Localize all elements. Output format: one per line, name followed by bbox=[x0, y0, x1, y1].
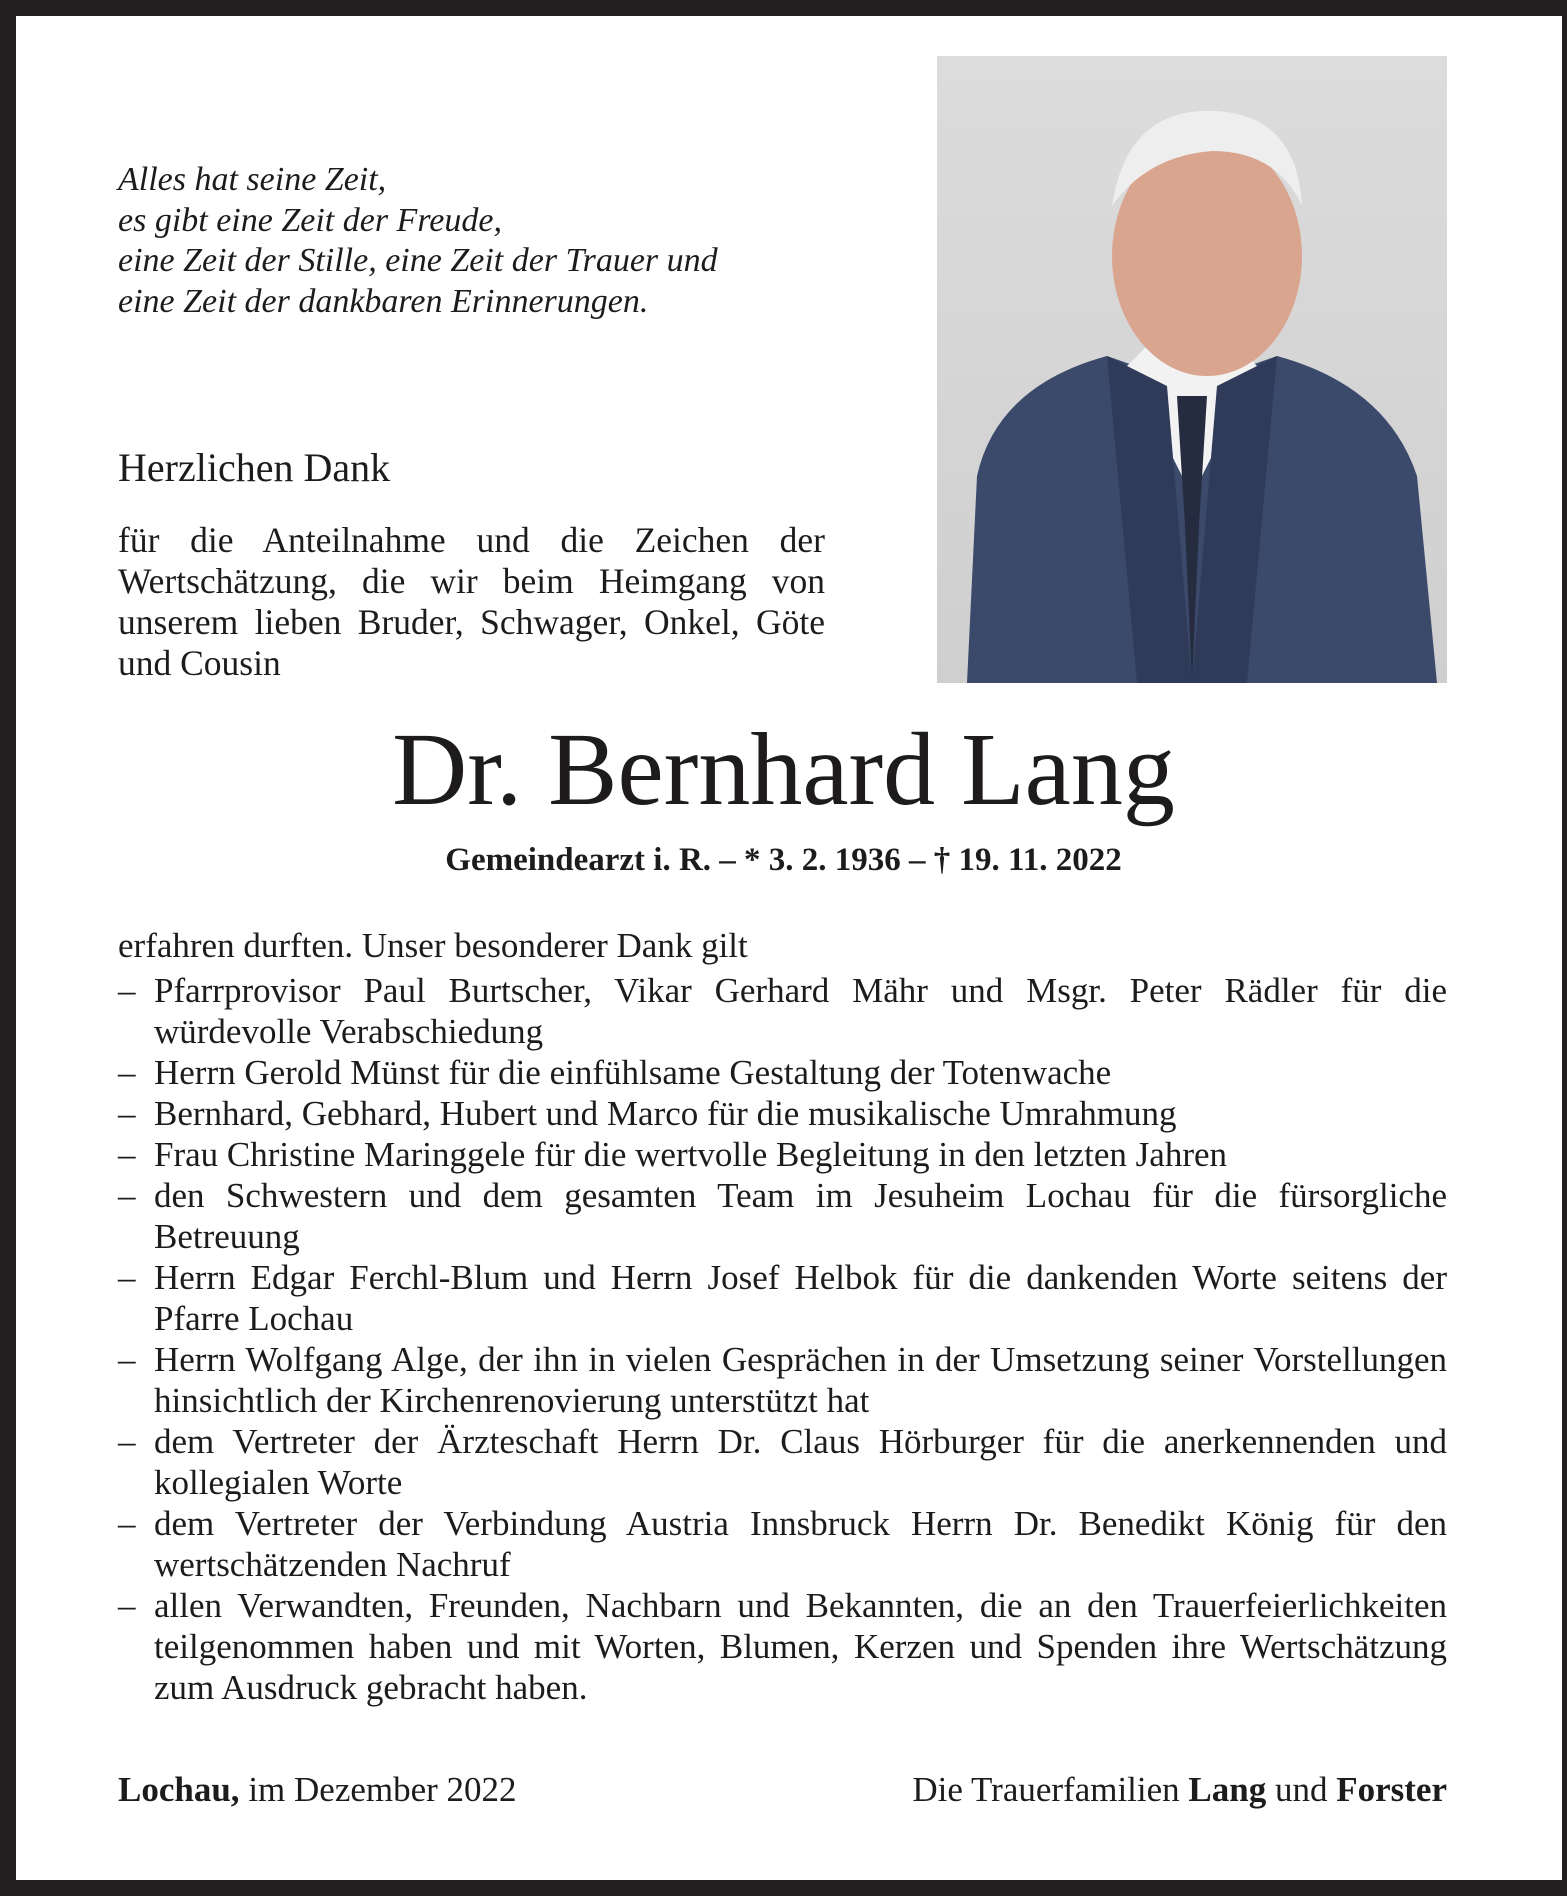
dash: – bbox=[118, 1135, 136, 1174]
dash: – bbox=[118, 1422, 136, 1461]
list-item bbox=[118, 1503, 1447, 1585]
dash: – bbox=[118, 1053, 136, 1092]
list-item-text: Herrn Gerold Münst für die einfühlsame Gestaltung der Totenwache bbox=[154, 1053, 1112, 1092]
body-intro: erfahren durften. Unser besonderer Dank gilt bbox=[118, 926, 748, 965]
list-item-text: Frau Christine Maringgele für die wertvolle Begleitung in den letzten Jahren bbox=[154, 1135, 1228, 1174]
portrait-photo bbox=[937, 56, 1447, 683]
quote-line: eine Zeit der dankbaren Erinnerungen. bbox=[118, 282, 649, 320]
quote-line: eine Zeit der Stille, eine Zeit der Trauer und bbox=[118, 242, 718, 279]
list-item bbox=[118, 1134, 1447, 1175]
list-item-text: Bernhard, Gebhard, Hubert und Marco für die musikalische Umrahmung bbox=[154, 1094, 1177, 1133]
list-item-text: Herrn Edgar Ferchl-Blum und Herrn Josef Helbok für die dankenden Worte seitens der Pfarre Lochau bbox=[154, 1258, 1447, 1338]
quote-line: es gibt eine Zeit der Freude, bbox=[118, 201, 502, 239]
place: Lochau, bbox=[118, 1770, 240, 1809]
thanks-body bbox=[118, 925, 1447, 1708]
quote-line: Alles hat seine Zeit, bbox=[118, 161, 387, 198]
list-item-text: den Schwestern und dem gesamten Team im Jesuheim Lochau für die fürsorgliche Betreuung bbox=[154, 1176, 1447, 1256]
family-name: Lang bbox=[1188, 1770, 1267, 1809]
dash: – bbox=[118, 1258, 136, 1297]
list-item bbox=[118, 1175, 1447, 1257]
thanks-list bbox=[118, 970, 1447, 1708]
list-item bbox=[118, 970, 1447, 1052]
and-text: und bbox=[1266, 1770, 1337, 1809]
dash: – bbox=[118, 1176, 136, 1215]
dash: – bbox=[118, 1094, 136, 1133]
date: im Dezember 2022 bbox=[239, 1770, 517, 1809]
list-item bbox=[118, 1585, 1447, 1708]
dash: – bbox=[118, 1586, 136, 1625]
deceased-details: Gemeindearzt i. R. – * 3. 2. 1936 – † 19. 11. 2022 bbox=[445, 842, 1122, 878]
list-item-text: Herrn Wolfgang Alge, der ihn in vielen Gesprächen in der Umsetzung seiner Vorstellungen hinsichtlich der Kirchenrenovierung unterstützt hat bbox=[154, 1340, 1447, 1420]
thanks-heading: Herzlichen Dank bbox=[118, 445, 391, 490]
place-date bbox=[118, 1770, 517, 1810]
quote bbox=[118, 160, 718, 322]
list-item bbox=[118, 1257, 1447, 1339]
list-item-text: dem Vertreter der Verbindung Austria Innsbruck Herrn Dr. Benedikt König für den wertschätzenden Nachruf bbox=[154, 1504, 1447, 1584]
list-item-text: Pfarrprovisor Paul Burtscher, Vikar Gerhard Mähr und Msgr. Peter Rädler für die würdevolle Verabschiedung bbox=[154, 971, 1447, 1051]
dash: – bbox=[118, 1504, 136, 1543]
dash: – bbox=[118, 971, 136, 1010]
deceased-name: Dr. Bernhard Lang bbox=[392, 712, 1175, 827]
list-item-text: dem Vertreter der Ärzteschaft Herrn Dr. Claus Hörburger für die anerkennenden und kollegialen Worte bbox=[154, 1422, 1447, 1502]
dash: – bbox=[118, 1340, 136, 1379]
families-signature bbox=[912, 1770, 1447, 1810]
list-item-text: allen Verwandten, Freunden, Nachbarn und Bekannten, die an den Trauerfeierlichkeiten teilgenommen haben und mit Worten, Blumen, Kerzen und Spenden ihre Wertschätzung zum Ausdruck gebracht haben. bbox=[154, 1586, 1447, 1707]
list-item bbox=[118, 1093, 1447, 1134]
intro-text: für die Anteilnahme und die Zeichen der Wertschätzung, die wir beim Heimgang von unserem lieben Bruder, Schwager, Onkel, Göte und Cousin bbox=[118, 520, 825, 683]
list-item bbox=[118, 1339, 1447, 1421]
list-item bbox=[118, 1052, 1447, 1093]
families-prefix: Die Trauerfamilien bbox=[912, 1770, 1189, 1809]
list-item bbox=[118, 1421, 1447, 1503]
family-name: Forster bbox=[1336, 1770, 1447, 1809]
